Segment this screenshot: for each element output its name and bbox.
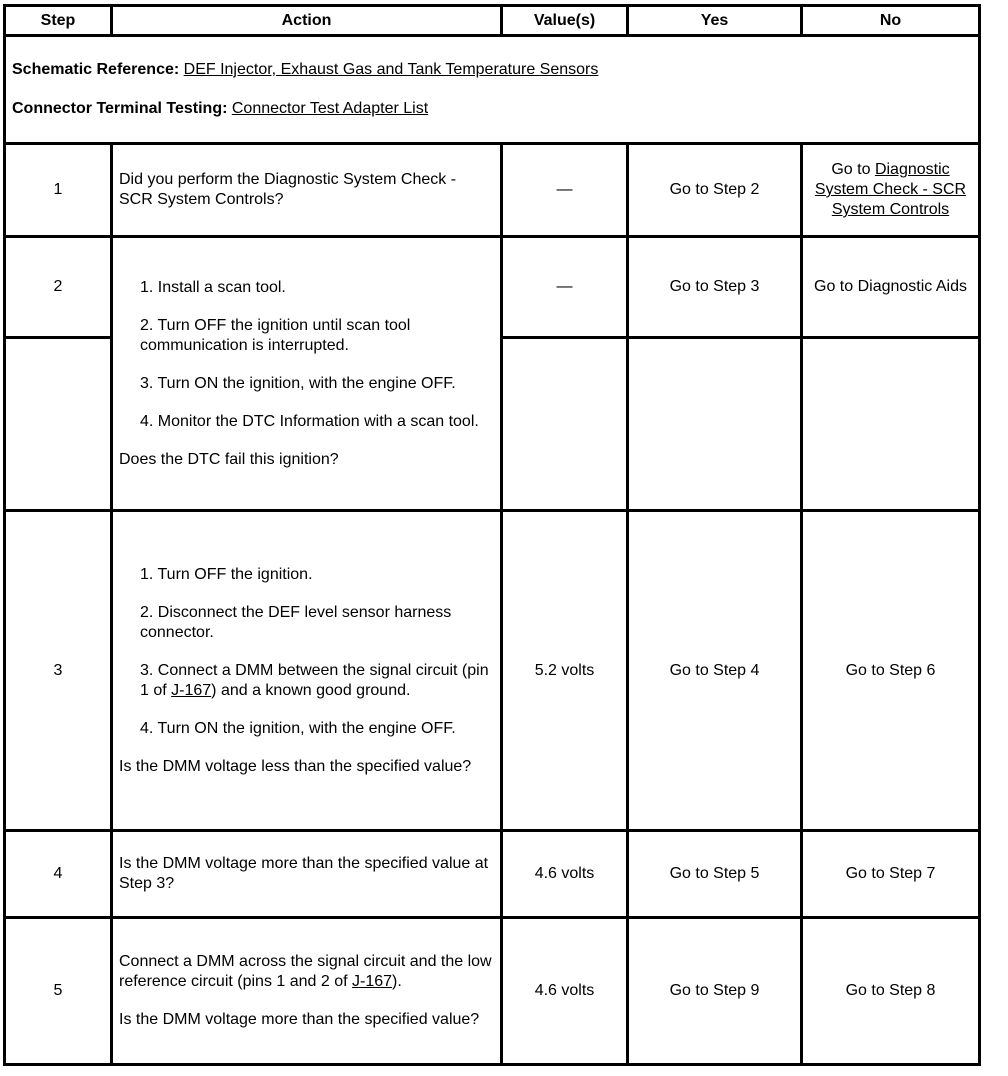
yes-cell: Go to Step 5 <box>628 831 802 918</box>
yes-cell: Go to Step 9 <box>628 918 802 1065</box>
yes-cell: Go to Step 4 <box>628 511 802 831</box>
yes-cell: Go to Step 2 <box>628 144 802 237</box>
empty-cell <box>628 338 802 511</box>
diagnostic-system-check-link[interactable]: Diagnostic System Check - SCR System Controls <box>814 161 967 218</box>
header-action: Action <box>112 6 502 36</box>
value-cell: 4.6 volts <box>502 831 628 918</box>
value-cell: — <box>502 144 628 237</box>
value-cell: — <box>502 237 628 338</box>
action-list <box>119 565 494 739</box>
step-number: 1 <box>5 144 112 237</box>
table-row <box>5 237 980 338</box>
action-item <box>140 661 494 701</box>
action-item: 1. Turn OFF the ignition. <box>140 565 313 583</box>
action-text: Is the DMM voltage more than the specified value at Step 3? <box>112 831 502 918</box>
schematic-reference-label: Schematic Reference: <box>12 61 180 78</box>
step-number: 2 <box>5 237 112 338</box>
table-row <box>5 511 980 831</box>
action-paragraph <box>119 952 494 992</box>
no-prefix: Go to <box>831 161 871 178</box>
action-text: ). <box>392 973 402 990</box>
action-cell <box>112 511 502 831</box>
no-cell: Go to Step 7 <box>802 831 980 918</box>
j-167-link[interactable]: J-167 <box>352 973 393 990</box>
no-cell: Go to Diagnostic Aids <box>802 237 980 338</box>
step-number: 4 <box>5 831 112 918</box>
diagnostic-table-container <box>3 4 981 1066</box>
action-item: 3. Turn ON the ignition, with the engine OFF. <box>140 374 456 392</box>
connector-test-adapter-link[interactable]: Connector Test Adapter List <box>231 100 429 117</box>
reference-cell <box>5 36 980 144</box>
action-item: 4. Turn ON the ignition, with the engine OFF. <box>140 719 456 737</box>
header-step: Step <box>5 6 112 36</box>
action-question: Is the DMM voltage more than the specified value? <box>119 1011 480 1028</box>
action-text: ) and a known good ground. <box>211 681 411 699</box>
table-row <box>5 144 980 237</box>
action-list <box>119 278 494 432</box>
action-question: Is the DMM voltage less than the specified value? <box>119 757 472 775</box>
header-row <box>5 6 980 36</box>
step-number: 5 <box>5 918 112 1065</box>
header-no: No <box>802 6 980 36</box>
header-yes: Yes <box>628 6 802 36</box>
table-row <box>5 831 980 918</box>
action-text: Connect a DMM across the signal circuit and the low reference circuit (pins 1 and 2 of <box>119 953 492 990</box>
schematic-reference-link[interactable]: DEF Injector, Exhaust Gas and Tank Temperature Sensors <box>183 61 599 78</box>
empty-cell <box>802 338 980 511</box>
j-167-link[interactable]: J-167 <box>171 681 212 699</box>
schematic-reference <box>12 60 972 80</box>
no-cell: Go to Step 6 <box>802 511 980 831</box>
yes-cell: Go to Step 3 <box>628 237 802 338</box>
action-question: Does the DTC fail this ignition? <box>119 450 339 468</box>
no-cell <box>802 144 980 237</box>
action-text: Did you perform the Diagnostic System Check - SCR System Controls? <box>112 144 502 237</box>
action-cell <box>112 918 502 1065</box>
empty-cell <box>5 338 112 511</box>
header-values: Value(s) <box>502 6 628 36</box>
action-item: 1. Install a scan tool. <box>140 278 286 296</box>
empty-cell <box>502 338 628 511</box>
action-item: 4. Monitor the DTC Information with a scan tool. <box>140 412 479 430</box>
action-cell <box>112 237 502 511</box>
value-cell: 4.6 volts <box>502 918 628 1065</box>
connector-terminal-testing <box>12 99 972 119</box>
action-text: 3. Connect a DMM between the signal circuit (pin 1 of <box>140 661 489 699</box>
reference-row <box>5 36 980 144</box>
action-item: 2. Disconnect the DEF level sensor harness connector. <box>140 603 452 641</box>
table-row <box>5 918 980 1065</box>
step-number: 3 <box>5 511 112 831</box>
diagnostic-table <box>3 4 981 1066</box>
connector-testing-label: Connector Terminal Testing: <box>12 100 228 117</box>
no-cell: Go to Step 8 <box>802 918 980 1065</box>
action-item: 2. Turn OFF the ignition until scan tool communication is interrupted. <box>140 316 411 354</box>
value-cell: 5.2 volts <box>502 511 628 831</box>
